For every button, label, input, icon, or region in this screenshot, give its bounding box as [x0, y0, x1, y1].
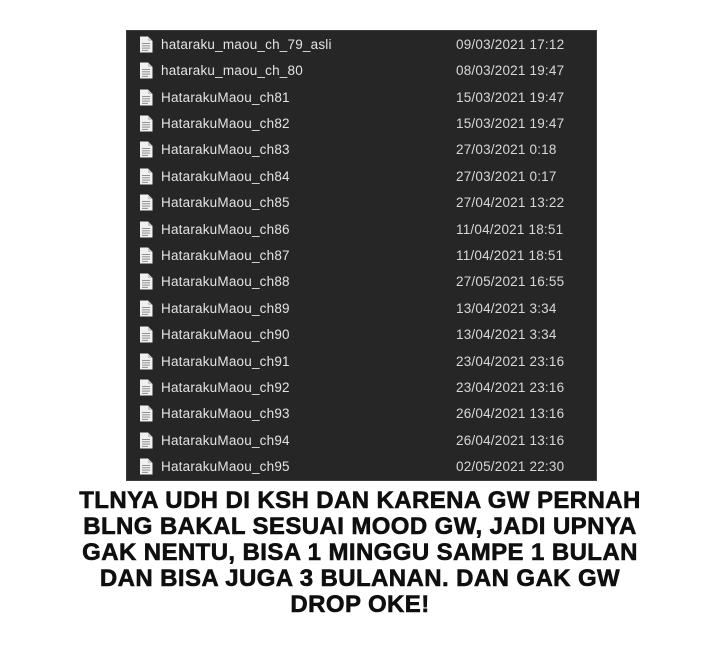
file-row[interactable]: [127, 322, 596, 348]
file-modified-date: 11/04/2021 18:51: [456, 247, 564, 263]
caption-line-5: DROP OKE!: [290, 591, 430, 618]
file-modified-date: 26/04/2021 13:16: [456, 432, 565, 448]
file-modified-date: 27/04/2021 13:22: [456, 195, 565, 211]
text-document-icon: [139, 300, 153, 317]
text-document-icon: [139, 221, 153, 238]
text-document-icon: [139, 458, 153, 475]
file-modified-date: 23/04/2021 23:16: [456, 380, 565, 396]
file-row[interactable]: [127, 137, 596, 163]
text-document-icon: [139, 405, 153, 422]
file-name: HatarakuMaou_ch89: [161, 300, 290, 316]
file-row[interactable]: [127, 216, 596, 242]
file-modified-date: 11/04/2021 18:51: [456, 221, 564, 237]
file-row[interactable]: [127, 295, 596, 321]
text-document-icon: [139, 353, 153, 370]
file-modified-date: 15/03/2021 19:47: [456, 89, 565, 105]
file-modified-date: 13/04/2021 3:34: [456, 300, 557, 316]
text-document-icon: [139, 379, 153, 396]
file-name: HatarakuMaou_ch84: [161, 168, 290, 184]
file-modified-date: 09/03/2021 17:12: [456, 36, 565, 52]
file-name: hataraku_maou_ch_79_asli: [161, 36, 332, 52]
caption-line-1: TLNYA UDH DI KSH DAN KARENA GW PERNAH: [79, 487, 641, 514]
text-document-icon: [139, 194, 153, 211]
file-row[interactable]: [127, 242, 596, 268]
file-name: HatarakuMaou_ch83: [161, 142, 290, 158]
file-name: HatarakuMaou_ch86: [161, 221, 290, 237]
text-document-icon: [139, 273, 153, 290]
file-row[interactable]: [127, 84, 596, 110]
file-row[interactable]: [127, 163, 596, 189]
file-row[interactable]: [127, 427, 596, 453]
file-row[interactable]: [127, 374, 596, 400]
file-name: hataraku_maou_ch_80: [161, 63, 303, 79]
file-row[interactable]: [127, 269, 596, 295]
file-modified-date: 27/03/2021 0:18: [456, 142, 557, 158]
text-document-icon: [139, 115, 153, 132]
file-modified-date: 27/05/2021 16:55: [456, 274, 565, 290]
file-name: HatarakuMaou_ch95: [161, 459, 290, 475]
file-name: HatarakuMaou_ch92: [161, 380, 290, 396]
file-row[interactable]: [127, 31, 596, 57]
file-list-panel: [126, 30, 597, 481]
file-name: HatarakuMaou_ch81: [161, 89, 290, 105]
caption-text: [0, 488, 720, 618]
file-row[interactable]: [127, 348, 596, 374]
text-document-icon: [139, 141, 153, 158]
file-row[interactable]: [127, 189, 596, 215]
file-modified-date: 08/03/2021 19:47: [456, 63, 565, 79]
file-row[interactable]: [127, 401, 596, 427]
file-modified-date: 26/04/2021 13:16: [456, 406, 565, 422]
file-modified-date: 23/04/2021 23:16: [456, 353, 565, 369]
file-modified-date: 13/04/2021 3:34: [456, 327, 557, 343]
text-document-icon: [139, 247, 153, 264]
text-document-icon: [139, 326, 153, 343]
file-name: HatarakuMaou_ch93: [161, 406, 290, 422]
file-name: HatarakuMaou_ch88: [161, 274, 290, 290]
text-document-icon: [139, 168, 153, 185]
file-row[interactable]: [127, 57, 596, 83]
file-name: HatarakuMaou_ch91: [161, 353, 290, 369]
file-modified-date: 15/03/2021 19:47: [456, 115, 565, 131]
file-name: HatarakuMaou_ch87: [161, 247, 290, 263]
caption-line-3: GAK NENTU, BISA 1 MINGGU SAMPE 1 BULAN: [82, 539, 638, 566]
file-name: HatarakuMaou_ch82: [161, 115, 290, 131]
file-row[interactable]: [127, 110, 596, 136]
text-document-icon: [139, 62, 153, 79]
caption-line-4: DAN BISA JUGA 3 BULANAN. DAN GAK GW: [99, 565, 621, 592]
file-modified-date: 27/03/2021 0:17: [456, 168, 557, 184]
file-name: HatarakuMaou_ch85: [161, 195, 290, 211]
caption-line-2: BLNG BAKAL SESUAI MOOD GW, JADI UPNYA: [83, 513, 637, 540]
file-name: HatarakuMaou_ch94: [161, 432, 290, 448]
file-name: HatarakuMaou_ch90: [161, 327, 290, 343]
file-modified-date: 02/05/2021 22:30: [456, 459, 565, 475]
file-row[interactable]: [127, 454, 596, 480]
text-document-icon: [139, 89, 153, 106]
text-document-icon: [139, 36, 153, 53]
text-document-icon: [139, 432, 153, 449]
